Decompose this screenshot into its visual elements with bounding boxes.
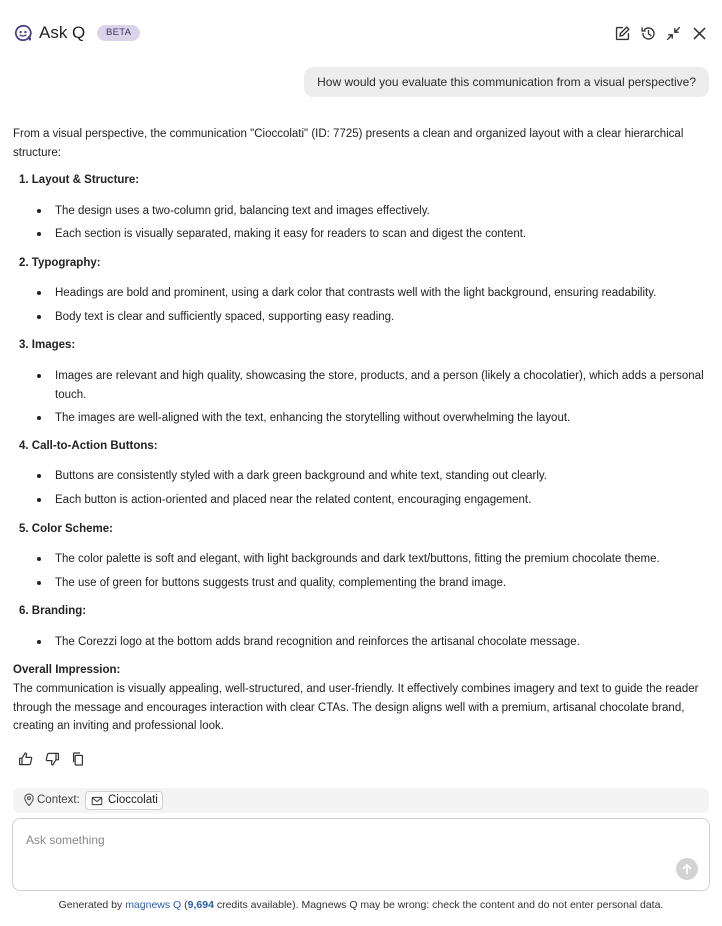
history-button[interactable] bbox=[639, 24, 657, 42]
copy-button[interactable] bbox=[70, 751, 86, 767]
message-composer bbox=[12, 818, 710, 891]
new-chat-button[interactable] bbox=[613, 24, 631, 42]
context-chip-label: Cioccolati bbox=[108, 794, 158, 806]
user-message-bubble: How would you evaluate this communication from a visual perspective? bbox=[304, 67, 709, 97]
section-title: 6. Branding: bbox=[19, 605, 87, 617]
section-title: 3. Images: bbox=[19, 339, 76, 351]
context-chip[interactable] bbox=[85, 791, 163, 810]
overall-title: Overall Impression: bbox=[13, 664, 121, 676]
arrow-up-icon bbox=[681, 863, 693, 875]
section-title: 5. Color Scheme: bbox=[19, 523, 113, 535]
location-pin-icon bbox=[22, 793, 36, 807]
thumbs-down-icon bbox=[44, 751, 60, 767]
list-item: Headings are bold and prominent, using a dark color that contrasts well with the light background, ensuring readability. bbox=[55, 284, 715, 303]
list-item: The Corezzi logo at the bottom adds brand recognition and reinforces the artisanal chocolate message. bbox=[55, 633, 715, 652]
send-button[interactable] bbox=[676, 858, 698, 880]
footer-suffix: credits available). Magnews Q may be wrong: check the content and do not enter personal data. bbox=[213, 899, 664, 911]
list-item: The design uses a two-column grid, balancing text and images effectively. bbox=[55, 202, 715, 221]
list-item: The images are well-aligned with the text, enhancing the storytelling without overwhelming the layout. bbox=[55, 409, 715, 428]
list-item: Each section is visually separated, making it easy for readers to scan and digest the content. bbox=[55, 225, 715, 244]
thumbs-up-button[interactable] bbox=[18, 751, 34, 767]
list-item: The use of green for buttons suggests trust and quality, complementing the brand image. bbox=[55, 574, 715, 593]
brand-chat-icon bbox=[14, 24, 32, 42]
context-bar bbox=[13, 788, 709, 813]
minimize-button[interactable] bbox=[664, 24, 682, 42]
section-title: 4. Call-to-Action Buttons: bbox=[19, 440, 158, 452]
list-item: Images are relevant and high quality, showcasing the store, products, and a person (likely a chocolatier), which adds a personal touch. bbox=[55, 367, 715, 404]
list-item: Buttons are consistently styled with a dark green background and white text, standing out clearly. bbox=[55, 467, 715, 486]
beta-badge: BETA bbox=[97, 25, 140, 41]
copy-icon bbox=[70, 751, 86, 767]
history-icon bbox=[640, 25, 657, 42]
close-icon bbox=[691, 25, 708, 42]
edit-icon bbox=[614, 25, 631, 42]
disclaimer-footer bbox=[0, 899, 722, 911]
thumbs-down-button[interactable] bbox=[44, 751, 60, 767]
footer-open: ( bbox=[181, 899, 188, 911]
section-title: 1. Layout & Structure: bbox=[19, 174, 140, 186]
answer-intro: From a visual perspective, the communication "Cioccolati" (ID: 7725) presents a clean and organized layout with a clear hierarchical structure: bbox=[13, 128, 684, 159]
thumbs-up-icon bbox=[18, 751, 34, 767]
list-item: The color palette is soft and elegant, with light backgrounds and dark text/buttons, fitting the premium chocolate theme. bbox=[55, 550, 715, 569]
list-item: Each button is action-oriented and placed near the related content, encouraging engagement. bbox=[55, 491, 715, 510]
mail-icon bbox=[91, 795, 103, 807]
footer-prefix: Generated by bbox=[58, 899, 126, 911]
credits-count: 9,694 bbox=[187, 899, 214, 911]
panel-header bbox=[0, 0, 722, 64]
section-title: 2. Typography: bbox=[19, 257, 101, 269]
list-item: Body text is clear and sufficiently spaced, supporting easy reading. bbox=[55, 308, 715, 327]
minimize-icon bbox=[665, 25, 682, 42]
close-button[interactable] bbox=[690, 24, 708, 42]
magnews-q-link[interactable]: magnews Q bbox=[125, 899, 182, 911]
ask-input[interactable] bbox=[26, 833, 666, 873]
panel-title: Ask Q bbox=[39, 23, 86, 42]
context-label: Context: bbox=[37, 794, 80, 806]
overall-text: The communication is visually appealing, well-structured, and user-friendly. It effectively combines imagery and text to guide the reader through the message and encourages interaction with clear CTAs. The design aligns well with a premium, artisanal chocolate brand, creating an inviting and professional look. bbox=[13, 683, 699, 732]
